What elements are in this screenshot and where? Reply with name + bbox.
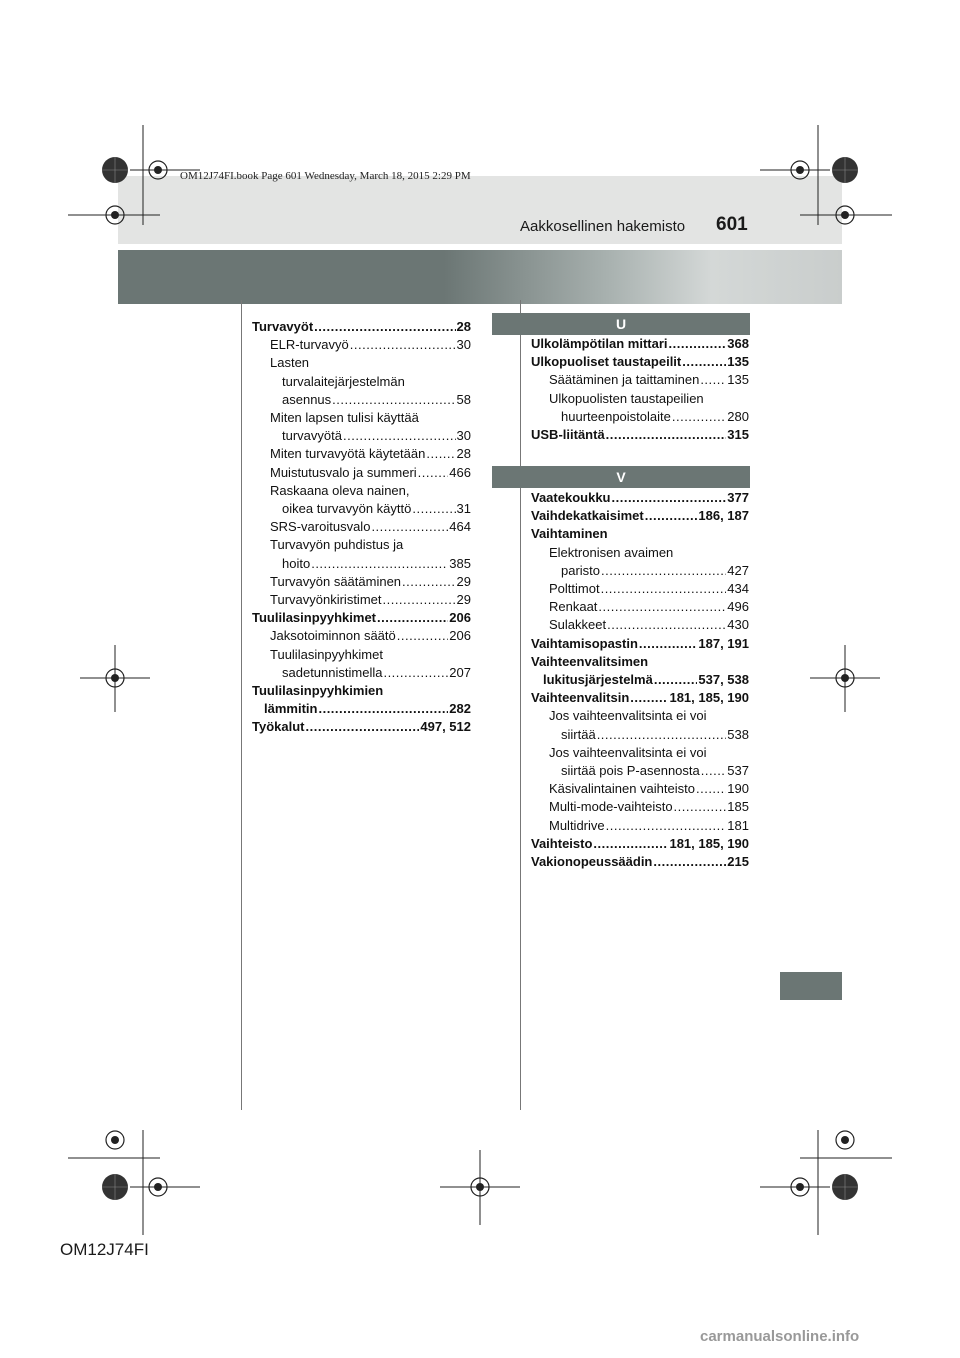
page-reference: 496	[727, 599, 749, 615]
page-reference: 368	[727, 336, 749, 351]
page-reference: 280	[727, 408, 749, 424]
page-reference: 385	[449, 555, 471, 571]
index-term: turvalaitejärjestelmän	[282, 373, 405, 389]
index-term: Tuulilasinpyyhkimet	[270, 646, 383, 662]
page-reference: 28	[456, 446, 471, 462]
page-reference: 58	[456, 391, 471, 407]
index-term: asennus	[282, 391, 332, 407]
page-reference: 29	[456, 573, 471, 589]
index-term: Työkalut	[252, 719, 305, 735]
index-term: Käsivalintainen vaihteisto	[549, 781, 695, 797]
page-reference: 466	[449, 464, 471, 480]
index-term: Säätäminen ja taittaminen	[549, 372, 700, 388]
index-term: Muistutusvalo ja summeri	[270, 464, 417, 480]
index-term: Ulkopuoliset taustapeilit	[531, 354, 682, 370]
index-term: Raskaana oleva nainen,	[270, 482, 410, 498]
index-term: Tuulilasinpyyhkimet	[252, 610, 377, 626]
letter-heading-v: V	[492, 466, 750, 488]
page-reference: 181, 185, 190	[669, 835, 749, 851]
index-term: Vaihteenvalitsin	[531, 690, 630, 706]
page-reference: 215	[727, 854, 749, 870]
page-reference: 497, 512	[420, 719, 471, 735]
page-reference: 206	[449, 610, 471, 626]
index-term: Tuulilasinpyyhkimien	[252, 683, 384, 699]
index-term: paristo	[561, 562, 601, 578]
index-term: huurteenpoistolaite	[561, 408, 671, 424]
index-term: Renkaat	[549, 599, 598, 615]
index-term: Jos vaihteenvalitsinta ei voi	[549, 744, 707, 760]
page-reference: 29	[456, 592, 471, 608]
index-term: Vaihtaminen	[531, 526, 608, 542]
index-term: sadetunnistimella	[282, 664, 383, 680]
page-number: 601	[716, 214, 748, 235]
index-term: ELR-turvavyö	[270, 337, 349, 353]
page-reference: 31	[456, 501, 471, 517]
index-term: oikea turvavyön käyttö	[282, 501, 412, 517]
index-term: Jos vaihteenvalitsinta ei voi	[549, 708, 707, 724]
index-term: Vaihteenvalitsimen	[531, 653, 649, 669]
index-term: Lasten	[270, 355, 310, 371]
index-term: turvavyötä	[282, 428, 342, 444]
page-reference: 537, 538	[698, 672, 749, 688]
index-term: Polttimot	[549, 581, 600, 597]
page-reference: 282	[449, 701, 471, 717]
page-reference: 181, 185, 190	[669, 690, 749, 706]
watermark: carmanualsonline.info	[700, 1328, 860, 1345]
letter-heading-u: U	[492, 313, 750, 335]
index-term: Vaatekoukku	[531, 490, 611, 505]
page-reference: 187, 191	[698, 635, 749, 651]
page-reference: 430	[727, 617, 749, 633]
index-term: lämmitin	[264, 701, 318, 717]
page-reference: 185	[727, 799, 749, 815]
page-reference: 434	[727, 581, 749, 597]
index-term: Elektronisen avaimen	[549, 544, 674, 560]
index-term: SRS-varoitusvalo	[270, 519, 371, 535]
document-code: OM12J74FI	[60, 1240, 149, 1259]
page-reference: 427	[727, 562, 749, 578]
book-info-line: OM12J74FI.book Page 601 Wednesday, March 18, 2015 2:29 PM	[180, 170, 471, 182]
index-term: Miten turvavyötä käytetään	[270, 446, 426, 462]
page-reference: 135	[727, 354, 749, 370]
index-term: Sulakkeet	[549, 617, 607, 633]
index-term: Ulkolämpötilan mittari	[531, 336, 668, 351]
index-term: Miten lapsen tulisi käyttää	[270, 410, 419, 426]
index-term: Turvavyöt	[252, 319, 314, 334]
page-reference: 537	[727, 763, 749, 779]
index-term: siirtää	[561, 726, 596, 742]
page-reference: 315	[727, 427, 749, 443]
page-reference: 135	[727, 372, 749, 388]
index-term: Vaihteisto	[531, 835, 593, 851]
index-term: lukitusjärjestelmä	[543, 672, 653, 688]
index-term: Vaihdekatkaisimet	[531, 508, 644, 524]
index-term: Turvavyön säätäminen	[270, 573, 402, 589]
index-term: Multidrive	[549, 817, 605, 833]
page-reference: 30	[456, 428, 471, 444]
index-term: USB-liitäntä	[531, 427, 605, 443]
page-reference: 28	[456, 319, 471, 334]
page-reference: 538	[727, 726, 749, 742]
index-term: siirtää pois P-asennosta	[561, 763, 700, 779]
page-reference: 30	[456, 337, 471, 353]
index-term: Vakionopeussäädin	[531, 854, 653, 870]
page-reference: 181	[727, 817, 749, 833]
page-reference: 464	[449, 519, 471, 535]
page-reference: 186, 187	[698, 508, 749, 524]
page-reference: 207	[449, 664, 471, 680]
index-term: Turvavyön puhdistus ja	[270, 537, 404, 553]
page-reference: 190	[727, 781, 749, 797]
index-term: Ulkopuolisten taustapeilien	[549, 390, 704, 406]
index-term: hoito	[282, 555, 311, 571]
index-term: Multi-mode-vaihteisto	[549, 799, 673, 815]
section-title: Aakkosellinen hakemisto	[520, 218, 686, 235]
index-term: Jaksotoiminnon säätö	[270, 628, 396, 644]
index-term: Vaihtamisopastin	[531, 635, 638, 651]
page-reference: 377	[727, 490, 749, 505]
index-term: Turvavyönkiristimet	[270, 592, 382, 608]
page-reference: 206	[449, 628, 471, 644]
